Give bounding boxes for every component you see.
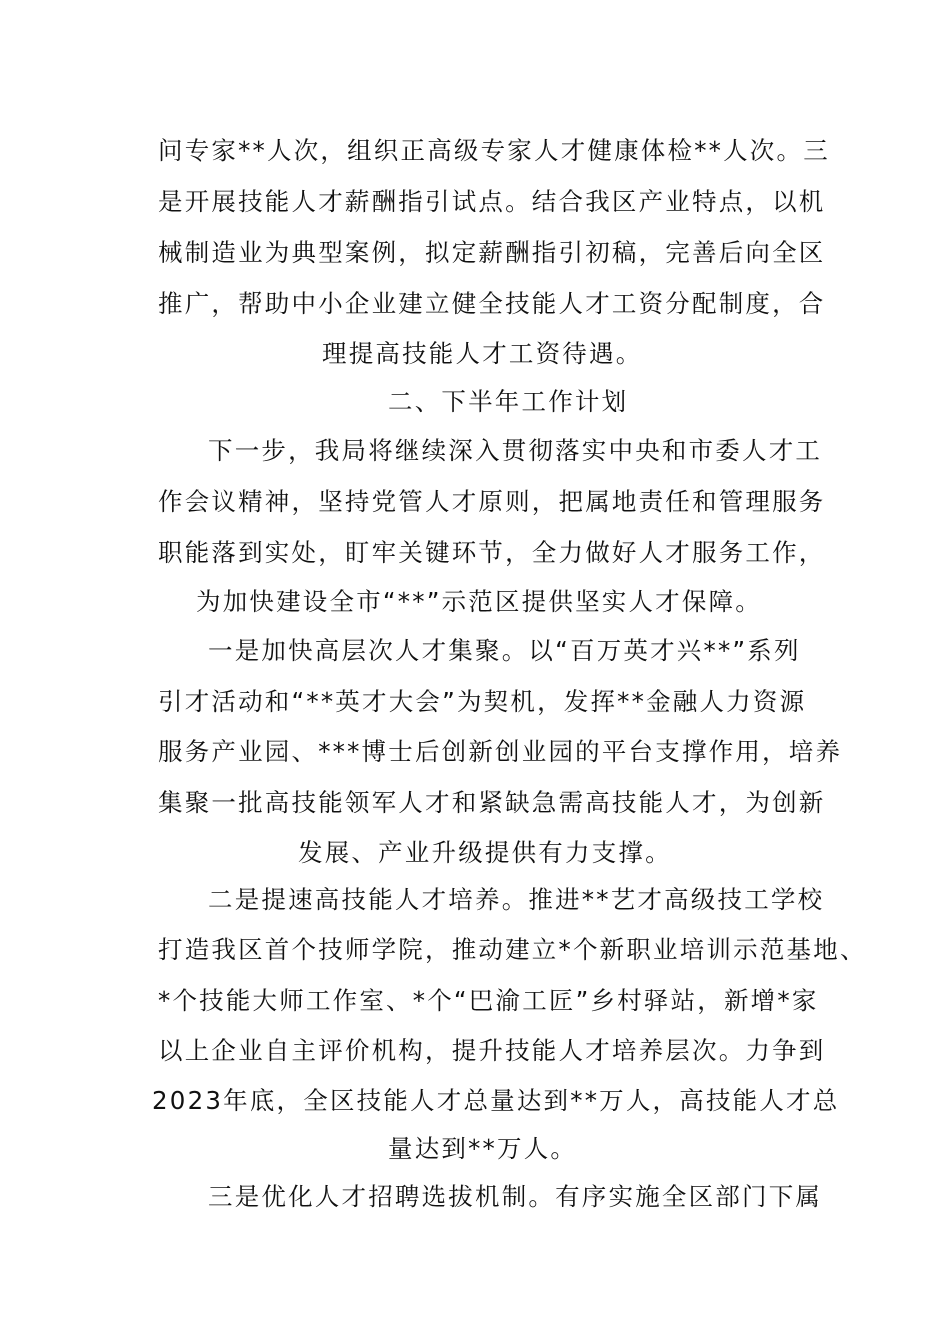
- text-line-16: 二是提速高技能人才培养。推进**艺才高级技工学校: [208, 885, 825, 914]
- text-line-11: 一是加快高层次人才集聚。以“百万英才兴**”系列: [208, 636, 801, 665]
- text-line-19: 以上企业自主评价机构，提升技能人才培养层次。力争到: [158, 1036, 826, 1065]
- text-line-9: 职能落到实处，盯牢关键环节，全力做好人才服务工作，: [158, 538, 826, 567]
- text-line-2: 是开展技能人才薪酬指引试点。结合我区产业特点，以机: [158, 187, 826, 216]
- text-line-1: 问专家**人次，组织正高级专家人才健康体检**人次。三: [158, 136, 830, 165]
- text-line-21: 量达到**万人。: [388, 1134, 578, 1163]
- text-line-18: *个技能大师工作室、*个“巴渝工匠”乡村驿站，新增*家: [158, 986, 819, 1015]
- text-line-8: 作会议精神，坚持党管人才原则，把属地责任和管理服务: [158, 487, 826, 516]
- text-line-13: 服务产业园、***博士后创新创业园的平台支撑作用，培养: [158, 737, 843, 766]
- text-line-22: 三是优化人才招聘选拔机制。有序实施全区部门下属: [208, 1182, 823, 1211]
- text-line-17: 打造我区首个技师学院，推动建立*个新职业培训示范基地、: [158, 935, 867, 964]
- text-line-4: 推广，帮助中小企业建立健全技能人才工资分配制度，合: [158, 289, 826, 318]
- text-line-12: 引才活动和“**英才大会”为契机，发挥**金融人力资源: [158, 687, 807, 716]
- text-line-15: 发展、产业升级提供有力支撑。: [298, 838, 672, 867]
- text-line-14: 集聚一批高技能领军人才和紧缺急需高技能人才，为创新: [158, 788, 826, 817]
- text-line-20: 2023年底，全区技能人才总量达到**万人，高技能人才总: [152, 1086, 840, 1115]
- text-line-5: 理提高技能人才工资待遇。: [322, 339, 643, 368]
- text-line-10: 为加快建设全市“**”示范区提供坚实人才保障。: [196, 587, 762, 616]
- text-line-3: 械制造业为典型案例，拟定薪酬指引初稿，完善后向全区: [158, 238, 826, 267]
- section-heading: 二、下半年工作计划: [388, 387, 629, 416]
- text-line-7: 下一步，我局将继续深入贯彻落实中央和市委人才工: [208, 436, 823, 465]
